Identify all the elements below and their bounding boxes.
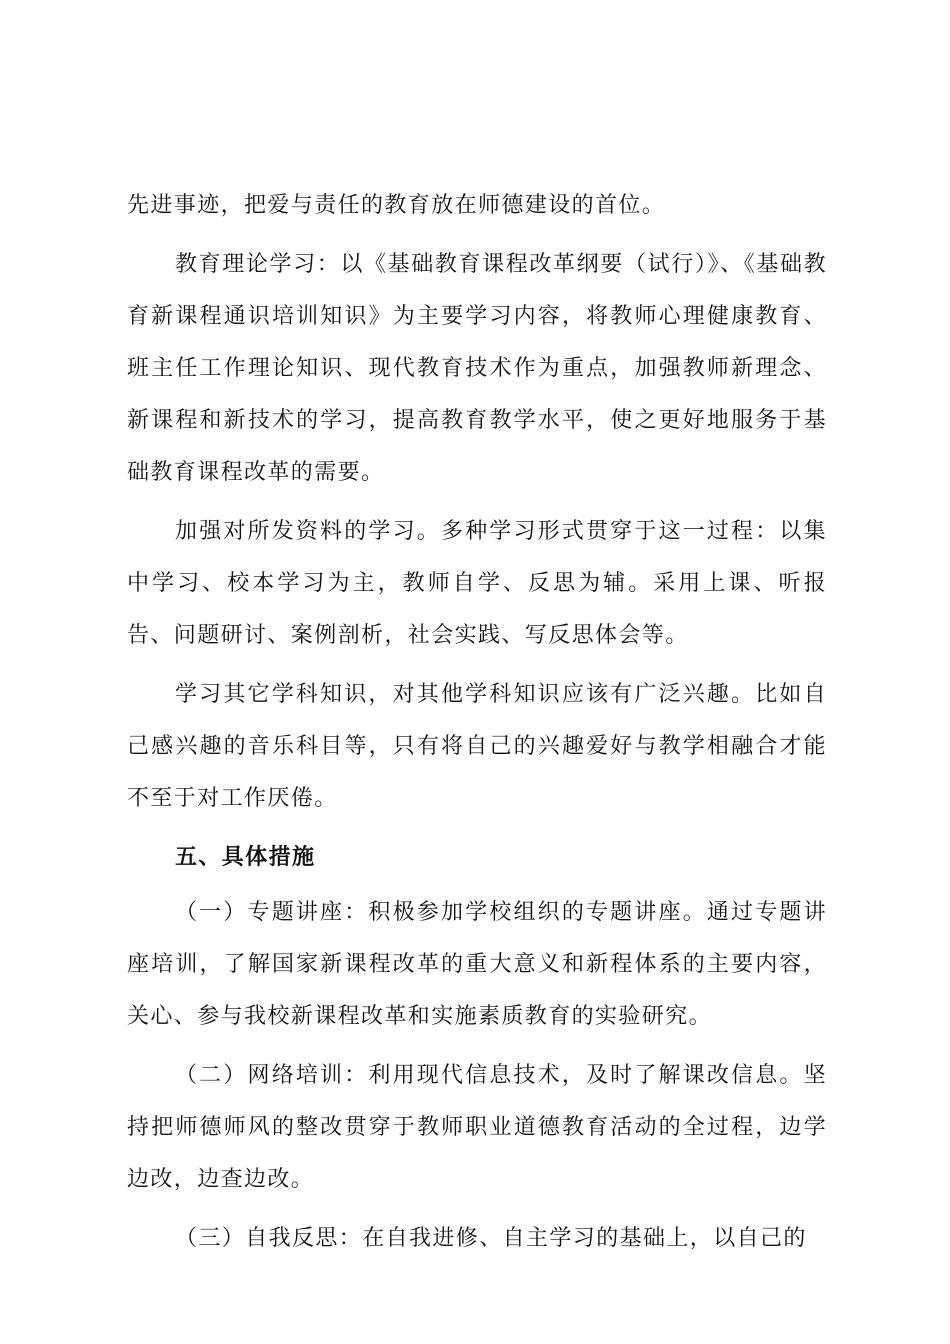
paragraph-continuation: 先进事迹，把爱与责任的教育放在师德建设的首位。	[127, 193, 666, 218]
paragraph-other-subjects: 学习其它学科知识，对其他学科知识应该有广泛兴趣。比如自己感兴趣的音乐科目等，只有将自己的兴趣爱好与教学相融合才能不至于对工作厌倦。	[127, 682, 827, 811]
section-heading-measures: 五、具体措施	[175, 845, 316, 870]
paragraph-theory-study: 教育理论学习：以《基础教育课程改革纲要（试行）》、《基础教育新课程通识培训知识》为主要学习内容，将教师心理健康教育、班主任工作理论知识、现代教育技术作为重点，加强教师新理念、新课程和新技术的学习，提高教育教学水平，使之更好地服务于基础教育课程改革的需要。	[127, 252, 827, 485]
paragraph-online-training: （二）网络培训：利用现代信息技术，及时了解课改信息。坚持把师德师风的整改贯穿于教师职业道德教育活动的全过程，边学边改，边查边改。	[127, 1063, 827, 1192]
document-body	[127, 180, 827, 1272]
paragraph-materials-study: 加强对所发资料的学习。多种学习形式贯穿于这一过程：以集中学习、校本学习为主，教师自学、反思为辅。采用上课、听报告、问题研讨、案例剖析，社会实践、写反思体会等。	[127, 519, 827, 648]
paragraph-self-reflection: （三）自我反思：在自我进修、自主学习的基础上，以自己的	[175, 1226, 807, 1251]
paragraph-lectures: （一）专题讲座：积极参加学校组织的专题讲座。通过专题讲座培训，了解国家新课程改革的重大意义和新程体系的主要内容，关心、参与我校新课程改革和实施素质教育的实验研究。	[127, 900, 827, 1029]
